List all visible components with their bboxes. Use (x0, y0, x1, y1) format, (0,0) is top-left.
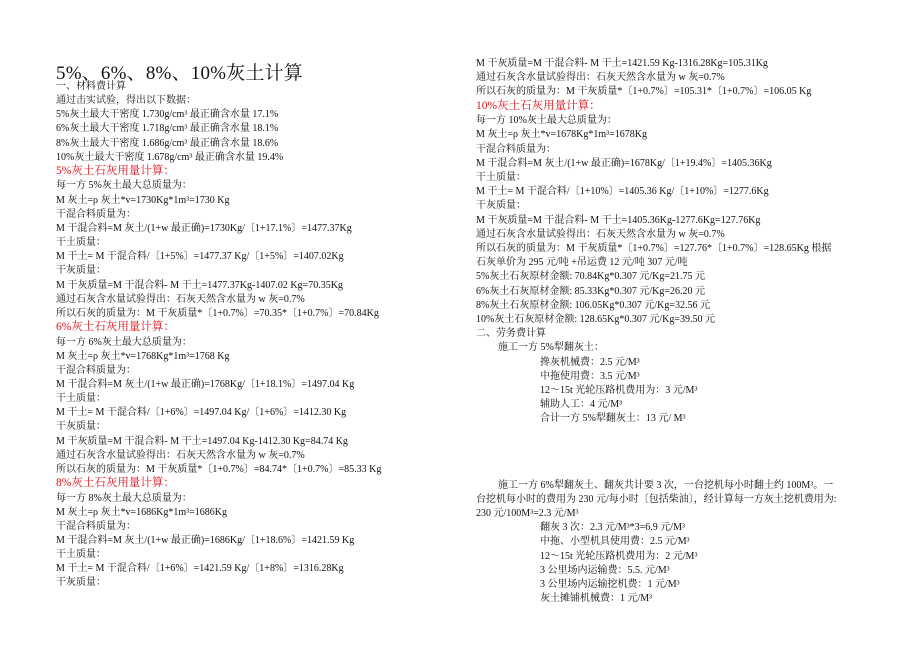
right-line-12: 通过石灰含水量试验得出：石灰天然含水量为 w 灰=0.7% (476, 228, 725, 240)
right-line-18: 10%灰土石灰原材金额: 128.65Kg*0.307 元/Kg=39.50 元 (476, 314, 715, 325)
left-line-13: 干灰质量： (56, 265, 106, 277)
right-line-25: 合计一方 5%犁翻灰土：13 元/ M³ (540, 413, 686, 425)
right-line-6: 干混合料质量为： (476, 143, 556, 155)
right-line-11: M 干灰质量=M 干混合料- M 干土=1405.36Kg-1277.6Kg=127.76Kg (476, 214, 761, 226)
right-line-31: 12～15t 光轮压路机费用为：2 元/M³ (540, 550, 698, 562)
left-line-27: 所以石灰的质量为：M 干灰质量*〔1+0.7%〕=84.74*〔1+0.7%〕=85.33 Kg (56, 463, 382, 475)
right-line-2: 所以石灰的质量为：M 干灰质量*〔1+0.7%〕=105.31*〔1+0.7%〕=106.05 Kg (476, 86, 812, 98)
left-line-21: M 干混合料=M 灰土/(1+w 最正确)=1768Kg/〔1+18.1%〕=1497.04 Kg (56, 378, 355, 390)
left-line-28: 8%灰土石灰用量计算： (56, 477, 175, 489)
left-line-33: 干土质量： (56, 549, 106, 561)
left-line-14: M 干灰质量=M 干混合料- M 干土=1477.37Kg-1407.02 Kg=70.35Kg (56, 279, 343, 291)
right-line-14: 石灰单价为 295 元/吨 +吊运费 12 元/吨 307 元/吨 (476, 257, 688, 269)
left-line-31: 干混合料质量为： (56, 520, 136, 532)
left-line-0: 一、材料费计算 (56, 81, 126, 92)
right-line-32: 3 公里场内运输费：5.5. 元/M³ (540, 564, 670, 576)
left-line-25: M 干灰质量=M 干混合料- M 干土=1497.04 Kg-1412.30 Kg=84.74 Kg (56, 435, 348, 447)
left-line-20: 干混合料质量为： (56, 364, 136, 376)
right-line-19: 二、劳务费计算 (476, 328, 546, 340)
right-line-20: 施工一方 5%犁翻灰土： (498, 342, 604, 354)
page-title: 5%、6%、8%、10%灰土计算 (56, 63, 304, 84)
left-line-4: 8%灰土最大干密度 1.686g/cm³ 最正确含水量 18.6% (56, 137, 279, 149)
left-line-6: 5%灰土石灰用量计算： (56, 164, 175, 177)
right-line-4: 每一方 10%灰土最大总质量为： (476, 115, 617, 127)
right-line-26: 施工一方 6%犁翻灰土、翻灰共计要 3 次，一台挖机每小时翻土约 100M³。一 (498, 479, 834, 491)
left-line-8: M 灰土=ρ 灰土*v=1730Kg*1m³=1730 Kg (56, 194, 230, 206)
left-line-11: 干土质量： (56, 237, 106, 249)
right-line-34: 灰土摊铺机械费：1 元/M³ (540, 593, 653, 605)
right-line-27: 台挖机每小时的费用为 230 元/每小时〔包括柴油〕，经计算每一方灰土挖机费用为: (476, 493, 837, 505)
right-line-9: M 干土= M 干混合料/〔1+10%〕=1405.36 Kg/〔1+10%〕=1277.6Kg (476, 186, 769, 198)
left-line-9: 干混合料质量为： (56, 208, 136, 220)
right-line-33: 3 公里场内运输挖机费：1 元/M³ (540, 579, 680, 590)
right-line-24: 辅助人工：4 元/M³ (540, 399, 623, 411)
left-line-10: M 干混合料=M 灰土/(1+w 最正确)=1730Kg/〔1+17.1%〕=1477.37Kg (56, 222, 352, 234)
left-line-22: 干土质量： (56, 393, 106, 405)
right-line-13: 所以石灰的质量为：M 干灰质量*〔1+0.7%〕=127.76*〔1+0.7%〕=128.65Kg 根据 (476, 243, 832, 254)
left-line-35: 干灰质量： (56, 577, 106, 589)
left-line-29: 每一方 8%灰土最大总质量为： (56, 492, 192, 504)
right-line-5: M 灰土=ρ 灰土*v=1678Kg*1m³=1678Kg (476, 129, 648, 141)
left-line-26: 通过石灰含水量试验得出：石灰天然含水量为 w 灰=0.7% (56, 449, 305, 461)
left-line-30: M 灰土=ρ 灰土*v=1686Kg*1m³=1686Kg (56, 506, 228, 518)
right-line-1: 通过石灰含水量试验得出：石灰天然含水量为 w 灰=0.7% (476, 72, 725, 84)
left-line-7: 每一方 5%灰土最大总质量为： (56, 180, 192, 192)
right-line-3: 10%灰土石灰用量计算： (476, 99, 601, 112)
right-line-16: 6%灰土石灰原材金额: 85.33Kg*0.307 元/Kg=26.20 元 (476, 285, 705, 297)
left-line-5: 10%灰土最大干密度 1.678g/cm³ 最正确含水量 19.4% (56, 151, 284, 163)
left-line-16: 所以石灰的质量为：M 干灰质量*〔1+0.7%〕=70.35*〔1+0.7%〕=70.84Kg (56, 307, 379, 319)
left-line-3: 6%灰土最大干密度 1.718g/cm³ 最正确含水量 18.1% (56, 123, 279, 135)
left-line-12: M 干土= M 干混合料/〔1+5%〕=1477.37 Kg/〔1+5%〕=1407.02Kg (56, 251, 344, 263)
right-line-28: 230 元/100M³=2.3 元/M³ (476, 508, 579, 519)
left-line-15: 通过石灰含水量试验得出：石灰天然含水量为 w 灰=0.7% (56, 293, 305, 305)
right-line-0: M 干灰质量=M 干混合料- M 干土=1421.59 Kg-1316.28Kg=105.31Kg (476, 58, 768, 69)
right-line-8: 干土质量： (476, 172, 526, 183)
right-line-29: 翻灰 3 次：2.3 元/M³*3=6.9 元/M³ (540, 522, 685, 534)
right-line-7: M 干混合料=M 灰土/(1+w 最正确)=1678Kg/〔1+19.4%〕=1405.36Kg (476, 157, 772, 169)
right-line-22: 中拖使用费：3.5 元/M³ (540, 370, 640, 382)
left-line-23: M 干土= M 干混合料/〔1+6%〕=1497.04 Kg/〔1+6%〕=1412.30 Kg (56, 407, 347, 419)
left-line-1: 通过击实试验，得出以下数据： (56, 95, 196, 107)
left-line-32: M 干混合料=M 灰土/(1+w 最正确)=1686Kg/〔1+18.6%〕=1421.59 Kg (56, 535, 355, 546)
right-line-30: 中拖、小型机具使用费：2.5 元/M³ (540, 536, 690, 548)
left-line-18: 每一方 6%灰土最大总质量为： (56, 336, 192, 348)
right-line-21: 搀灰机械费：2.5 元/M³ (540, 356, 640, 368)
left-line-24: 干灰质量： (56, 421, 106, 433)
right-line-23: 12～15t 光轮压路机费用为：3 元/M³ (540, 385, 698, 396)
left-line-2: 5%灰土最大干密度 1.730g/cm³ 最正确含水量 17.1% (56, 109, 279, 121)
left-line-19: M 灰土=ρ 灰土*v=1768Kg*1m³=1768 Kg (56, 350, 230, 362)
left-line-34: M 干土= M 干混合料/〔1+6%〕=1421.59 Kg/〔1+8%〕=1316.28Kg (56, 563, 344, 575)
right-line-17: 8%灰土石灰原材金额: 106.05Kg*0.307 元/Kg=32.56 元 (476, 299, 710, 311)
right-line-15: 5%灰土石灰原材金额: 70.84Kg*0.307 元/Kg=21.75 元 (476, 271, 705, 283)
right-line-10: 干灰质量： (476, 200, 526, 212)
left-line-17: 6%灰土石灰用量计算： (56, 320, 175, 333)
